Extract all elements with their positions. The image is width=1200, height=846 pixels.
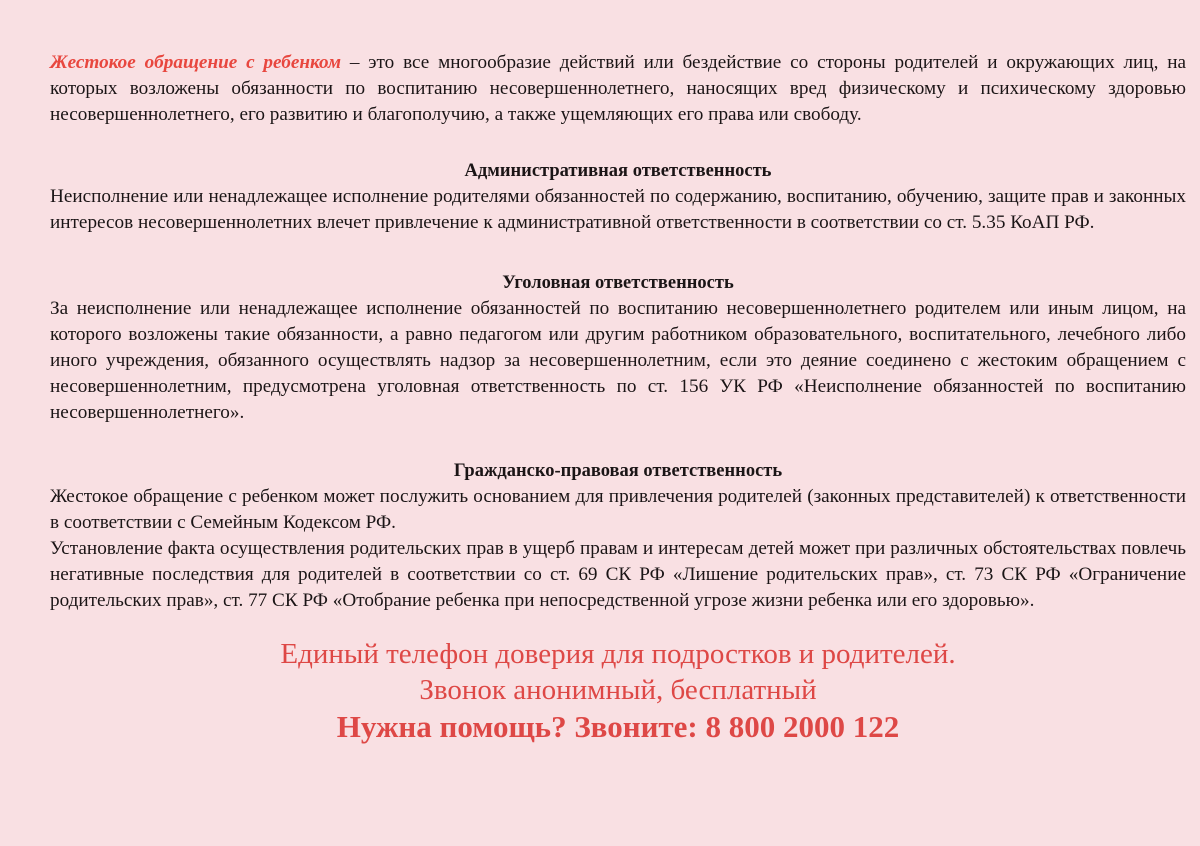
helpline-title: Единый телефон доверия для подростков и родителей. — [280, 638, 956, 670]
criminal-text: За неисполнение или ненадлежащее исполнение обязанностей по воспитанию несовершеннолетнего родителем или иным лицом, на которого возложены такие обязанности, а равно педагогом или другим работником образовательного, воспитательного, лечебного либо иного учреждения, обязанного осуществлять надзор за несовершеннолетним, если это деяние соединено с жестоким обращением с несовершеннолетним, предусмотрена уголовная ответственность по ст. 156 УК РФ «Неисполнение обязанностей по воспитанию несовершеннолетнего». — [50, 298, 1186, 423]
intro-term: Жестокое обращение с ребенком — [50, 52, 342, 73]
helpline-phone: Нужна помощь? Звоните: 8 800 2000 122 — [336, 709, 900, 744]
administrative-text: Неисполнение или ненадлежащее исполнение родителями обязанностей по содержанию, воспитанию, обучению, защите прав и законных интересов несовершеннолетних влечет привлечение к административной ответственности в соответствии со ст. 5.35 КоАП РФ. — [50, 186, 1186, 233]
criminal-title: Уголовная ответственность — [502, 273, 734, 293]
administrative-title: Административная ответственность — [464, 161, 772, 181]
intro-paragraph — [50, 50, 1186, 128]
helpline-subtitle: Звонок анонимный, бесплатный — [419, 674, 817, 706]
civil-text-2: Установление факта осуществления родительских прав в ущерб правам и интересам детей может при различных обстоятельствах повлечь негативные последствия для родителей в соответствии со ст. 69 СК РФ «Лишение родительских прав», ст. 73 СК РФ «Ограничение родительских прав», ст. 77 СК РФ «Отобрание ребенка при непосредственной угрозе жизни ребенка или его здоровью». — [50, 538, 1186, 611]
helpline-block — [50, 636, 1186, 746]
civil-text-1: Жестокое обращение с ребенком может послужить основанием для привлечения родителей (законных представителей) к ответственности в соответствии с Семейным Кодексом РФ. — [50, 486, 1186, 533]
civil-title: Гражданско-правовая ответственность — [453, 461, 783, 481]
intro-text: – это все многообразие действий или бездействие со стороны родителей и окружающих лиц, на которых возложены обязанности по воспитанию несовершеннолетнего, наносящих вред физическому и психическому здоровью несовершеннолетнего, его развитию и благополучию, а также ущемляющих его права или свободу. — [50, 52, 1186, 125]
